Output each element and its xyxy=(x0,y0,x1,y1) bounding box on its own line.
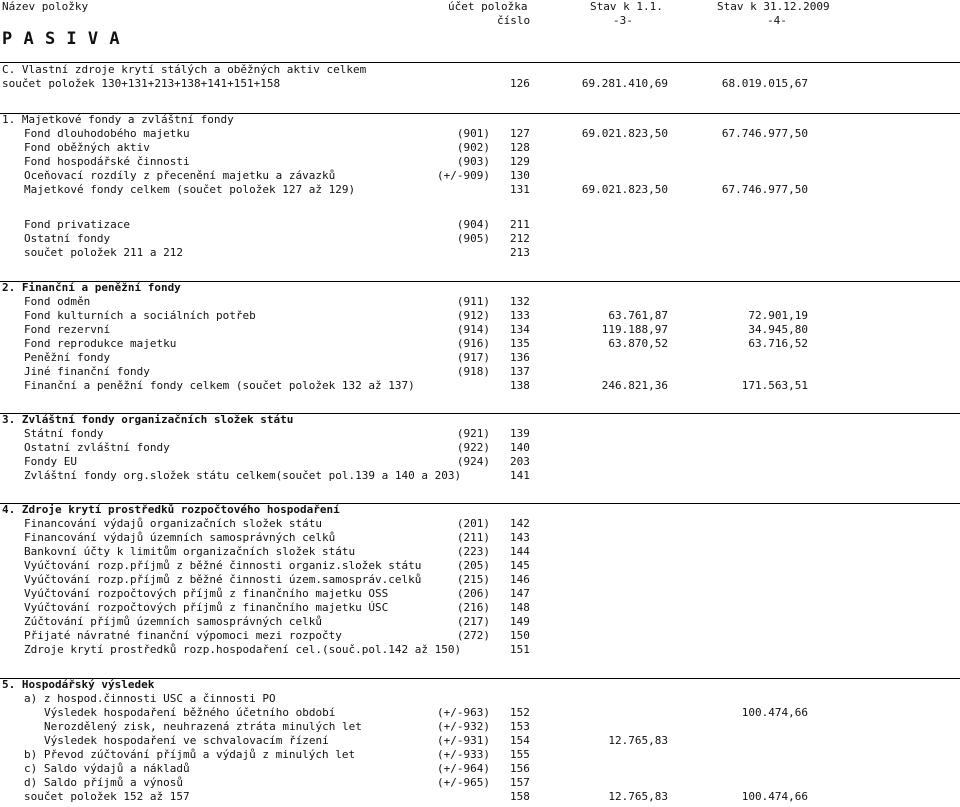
row-number: 129 xyxy=(510,155,530,168)
row-label: Financování výdajů územních samosprávných celků xyxy=(24,531,336,544)
header-col-number: číslo xyxy=(497,14,531,27)
row-account: (911) xyxy=(456,295,490,308)
row-label: 1. Majetkové fondy a zvláštní fondy xyxy=(2,113,234,126)
row-number: 137 xyxy=(510,365,530,378)
row-label: Zúčtování příjmů územních samosprávných celků xyxy=(24,615,323,628)
row-value-end: 100.474,66 xyxy=(741,706,808,719)
table-row xyxy=(0,77,960,91)
row-label: Státní fondy xyxy=(24,427,104,440)
row-number: 150 xyxy=(510,629,530,642)
row-account: (916) xyxy=(456,337,490,350)
row-label: Fond odměn xyxy=(24,295,91,308)
row-value-end: 67.746.977,50 xyxy=(721,127,808,140)
row-label: součet položek 211 a 212 xyxy=(24,246,183,259)
row-label: Majetkové fondy celkem (součet položek 127 až 129) xyxy=(24,183,356,196)
row-account: (+/-964) xyxy=(437,762,490,775)
row-number: 155 xyxy=(510,748,530,761)
row-number: 157 xyxy=(510,776,530,789)
table-row xyxy=(0,587,960,601)
row-label: a) z hospod.činnosti USC a činnosti PO xyxy=(24,692,276,705)
table-row xyxy=(0,748,960,762)
row-label: Fondy EU xyxy=(24,455,77,468)
row-label: Vyúčtování rozpočtových příjmů z finančního majetku OSS xyxy=(24,587,389,600)
row-label: Zdroje krytí prostředků rozp.hospodaření cel.(souč.pol.142 až 150) xyxy=(24,643,462,656)
row-account: (905) xyxy=(456,232,490,245)
row-label: součet položek 130+131+213+138+141+151+158 xyxy=(2,77,281,90)
row-account: (216) xyxy=(456,601,490,614)
row-account: (272) xyxy=(456,629,490,642)
row-account: (205) xyxy=(456,559,490,572)
row-value-end: 72.901,19 xyxy=(748,309,808,322)
row-number: 153 xyxy=(510,720,530,733)
header-col-start: Stav k 1.1. xyxy=(590,0,663,13)
row-number: 141 xyxy=(510,469,530,482)
row-account: (201) xyxy=(456,517,490,530)
row-label: 4. Zdroje krytí prostředků rozpočtového hospodaření xyxy=(2,503,340,516)
row-account: (904) xyxy=(456,218,490,231)
row-number: 142 xyxy=(510,517,530,530)
row-value-start: 63.870,52 xyxy=(608,337,668,350)
table-row xyxy=(0,155,960,169)
table-row xyxy=(0,127,960,141)
table-row xyxy=(0,545,960,559)
row-value-end: 68.019.015,67 xyxy=(721,77,808,90)
table-row xyxy=(0,295,960,309)
row-number: 148 xyxy=(510,601,530,614)
row-number: 156 xyxy=(510,762,530,775)
row-number: 135 xyxy=(510,337,530,350)
row-number: 151 xyxy=(510,643,530,656)
table-row xyxy=(0,441,960,455)
table-row xyxy=(0,469,960,483)
table-row xyxy=(0,455,960,469)
row-account: (918) xyxy=(456,365,490,378)
row-value-start: 69.021.823,50 xyxy=(581,127,668,140)
row-label: Výsledek hospodaření ve schvalovacím řízení xyxy=(44,734,329,747)
table-row xyxy=(0,218,960,232)
row-label: Fond oběžných aktiv xyxy=(24,141,150,154)
table-row xyxy=(0,615,960,629)
table-row xyxy=(0,706,960,720)
row-label: Fond rezervní xyxy=(24,323,111,336)
row-label: Jiné finanční fondy xyxy=(24,365,150,378)
row-label: Zvláštní fondy org.složek státu celkem(součet pol.139 a 140 a 203) xyxy=(24,469,462,482)
row-account: (+/-932) xyxy=(437,720,490,733)
table-row xyxy=(0,427,960,441)
table-row xyxy=(0,678,960,692)
row-account: (206) xyxy=(456,587,490,600)
row-label: d) Saldo příjmů a výnosů xyxy=(24,776,183,789)
table-row xyxy=(0,169,960,183)
row-value-start: 12.765,83 xyxy=(608,790,668,803)
row-label: Fond dlouhodobého majetku xyxy=(24,127,190,140)
row-label: 5. Hospodářský výsledek xyxy=(2,678,155,691)
page-title: P A S I V A xyxy=(2,29,121,49)
row-number: 145 xyxy=(510,559,530,572)
row-number: 140 xyxy=(510,441,530,454)
row-number: 143 xyxy=(510,531,530,544)
row-value-end: 63.716,52 xyxy=(748,337,808,350)
row-value-end: 34.945,80 xyxy=(748,323,808,336)
row-label: Ostatní fondy xyxy=(24,232,111,245)
row-account: (901) xyxy=(456,127,490,140)
row-label: Fond privatizace xyxy=(24,218,130,231)
row-number: 134 xyxy=(510,323,530,336)
row-number: 154 xyxy=(510,734,530,747)
row-label: Přijaté návratné finanční výpomoci mezi rozpočty xyxy=(24,629,342,642)
row-label: Oceňovací rozdíly z přecenění majetku a závazků xyxy=(24,169,336,182)
row-number: 132 xyxy=(510,295,530,308)
row-label: c) Saldo výdajů a nákladů xyxy=(24,762,190,775)
header-col-end: Stav k 31.12.2009 xyxy=(717,0,830,13)
row-account: (+/-909) xyxy=(437,169,490,182)
row-account: (215) xyxy=(456,573,490,586)
row-label: Ostatní zvláštní fondy xyxy=(24,441,170,454)
table-row xyxy=(0,246,960,260)
row-label: Nerozdělený zisk, neuhrazená ztráta minulých let xyxy=(44,720,362,733)
row-label: Fond hospodářské činnosti xyxy=(24,155,190,168)
table-row xyxy=(0,601,960,615)
row-number: 146 xyxy=(510,573,530,586)
row-label: Vyúčtování rozp.příjmů z běžné činnosti územ.samospráv.celků xyxy=(24,573,422,586)
row-number: 139 xyxy=(510,427,530,440)
row-value-start: 69.281.410,69 xyxy=(581,77,668,90)
row-account: (921) xyxy=(456,427,490,440)
table-row xyxy=(0,734,960,748)
row-label: 3. Zvláštní fondy organizačních složek státu xyxy=(2,413,294,426)
row-label: Bankovní účty k limitům organizačních složek státu xyxy=(24,545,356,558)
row-value-start: 12.765,83 xyxy=(608,734,668,747)
row-label: Fond reprodukce majetku xyxy=(24,337,177,350)
table-row xyxy=(0,790,960,804)
row-label: 2. Finanční a peněžní fondy xyxy=(2,281,181,294)
header-col-end-index: -4- xyxy=(767,14,787,27)
table-row xyxy=(0,365,960,379)
table-row xyxy=(0,517,960,531)
row-value-start: 69.021.823,50 xyxy=(581,183,668,196)
row-value-start: 119.188,97 xyxy=(601,323,668,336)
row-number: 211 xyxy=(510,218,530,231)
header-col-start-index: -3- xyxy=(613,14,633,27)
table-row xyxy=(0,720,960,734)
table-row xyxy=(0,323,960,337)
row-account: (+/-965) xyxy=(437,776,490,789)
row-value-end: 171.563,51 xyxy=(741,379,808,392)
row-number: 133 xyxy=(510,309,530,322)
row-number: 144 xyxy=(510,545,530,558)
row-number: 213 xyxy=(510,246,530,259)
row-account: (+/-931) xyxy=(437,734,490,747)
table-row xyxy=(0,281,960,295)
table-row xyxy=(0,413,960,427)
row-value-start: 63.761,87 xyxy=(608,309,668,322)
row-label: Výsledek hospodaření běžného účetního období xyxy=(44,706,336,719)
table-row xyxy=(0,337,960,351)
row-account: (914) xyxy=(456,323,490,336)
table-row xyxy=(0,643,960,657)
row-account: (+/-933) xyxy=(437,748,490,761)
table-row xyxy=(0,309,960,323)
row-number: 212 xyxy=(510,232,530,245)
row-value-end: 100.474,66 xyxy=(741,790,808,803)
row-number: 131 xyxy=(510,183,530,196)
row-number: 136 xyxy=(510,351,530,364)
row-account: (217) xyxy=(456,615,490,628)
row-account: (922) xyxy=(456,441,490,454)
table-row xyxy=(0,692,960,706)
row-label: b) Převod zúčtování příjmů a výdajů z minulých let xyxy=(24,748,356,761)
row-value-end: 67.746.977,50 xyxy=(721,183,808,196)
row-account: (223) xyxy=(456,545,490,558)
row-account: (924) xyxy=(456,455,490,468)
table-row xyxy=(0,63,960,77)
table-row xyxy=(0,113,960,127)
row-number: 147 xyxy=(510,587,530,600)
row-label: Vyúčtování rozpočtových příjmů z finančního majetku ÚSC xyxy=(24,601,389,614)
row-account: (912) xyxy=(456,309,490,322)
row-label: Finanční a peněžní fondy celkem (součet položek 132 až 137) xyxy=(24,379,415,392)
row-label: Vyúčtování rozp.příjmů z běžné činnosti organiz.složek státu xyxy=(24,559,422,572)
table-row xyxy=(0,629,960,643)
table-row xyxy=(0,379,960,393)
row-account: (211) xyxy=(456,531,490,544)
row-number: 128 xyxy=(510,141,530,154)
row-account: (917) xyxy=(456,351,490,364)
header-col-name: Název položky xyxy=(2,0,89,13)
table-row xyxy=(0,141,960,155)
table-row xyxy=(0,232,960,246)
table-row xyxy=(0,776,960,790)
row-label: C. Vlastní zdroje krytí stálých a oběžných aktiv celkem xyxy=(2,63,367,76)
table-row xyxy=(0,183,960,197)
row-number: 158 xyxy=(510,790,530,803)
row-number: 130 xyxy=(510,169,530,182)
row-label: součet položek 152 až 157 xyxy=(24,790,190,803)
table-row xyxy=(0,559,960,573)
row-label: Fond kulturních a sociálních potřeb xyxy=(24,309,256,322)
table-row xyxy=(0,573,960,587)
table-row xyxy=(0,351,960,365)
row-number: 138 xyxy=(510,379,530,392)
row-number: 152 xyxy=(510,706,530,719)
header-col-account: účet položka xyxy=(448,0,528,13)
row-account: (903) xyxy=(456,155,490,168)
row-account: (902) xyxy=(456,141,490,154)
table-row xyxy=(0,503,960,517)
row-label: Financování výdajů organizačních složek státu xyxy=(24,517,323,530)
row-number: 149 xyxy=(510,615,530,628)
row-number: 127 xyxy=(510,127,530,140)
table-row xyxy=(0,762,960,776)
table-row xyxy=(0,531,960,545)
row-value-start: 246.821,36 xyxy=(601,379,668,392)
row-label: Peněžní fondy xyxy=(24,351,111,364)
row-account: (+/-963) xyxy=(437,706,490,719)
row-number: 126 xyxy=(510,77,530,90)
row-number: 203 xyxy=(510,455,530,468)
